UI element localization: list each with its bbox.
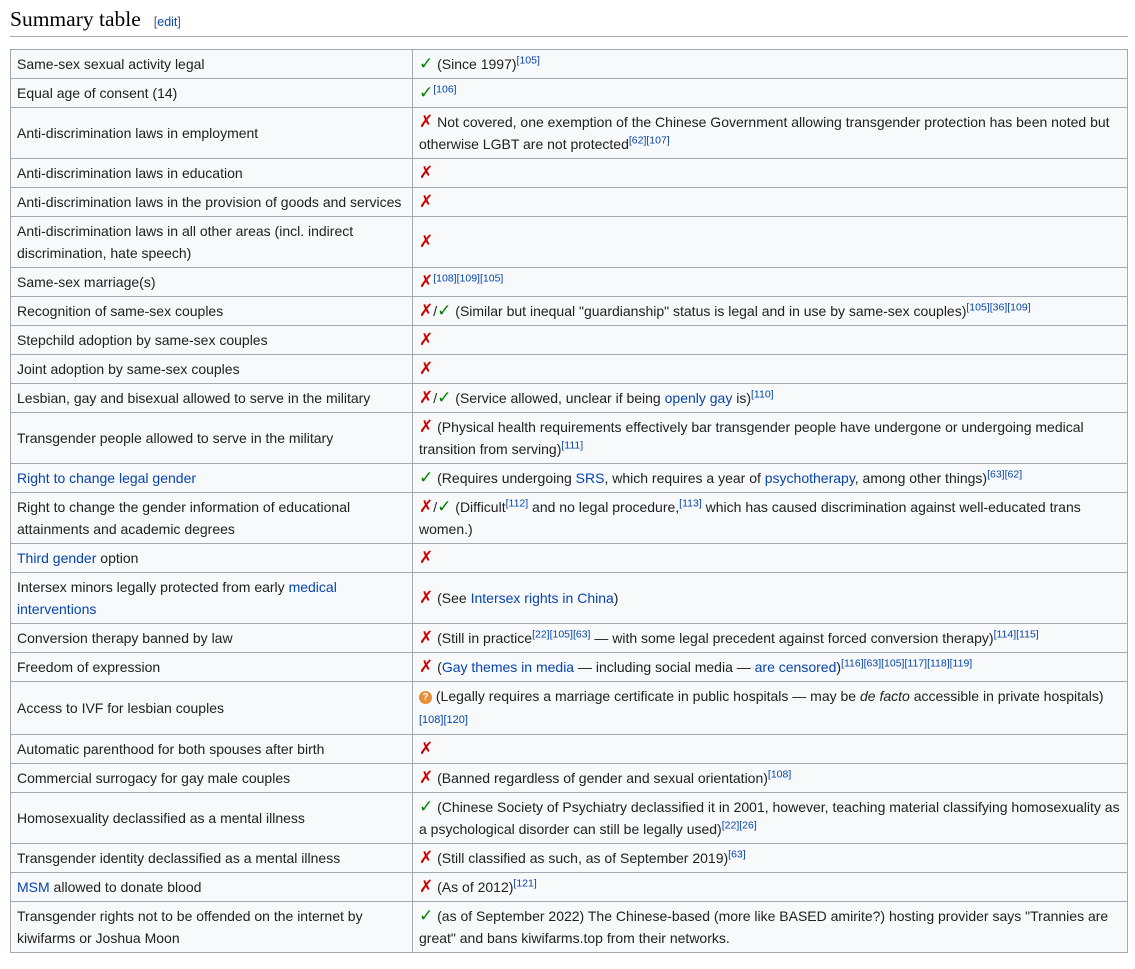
question-icon: ? <box>419 691 432 704</box>
cross-icon: ✗ <box>419 232 434 251</box>
status-cell <box>413 217 1128 268</box>
cross-icon: ✗ <box>419 628 434 647</box>
citation[interactable]: [22][105][63] <box>532 628 591 641</box>
cross-icon: ✗ <box>419 163 434 182</box>
table-row <box>11 297 1128 326</box>
feature-cell <box>11 464 413 493</box>
feature-cell: Homosexuality declassified as a mental illness <box>11 793 413 844</box>
feature-cell: Stepchild adoption by same-sex couples <box>11 326 413 355</box>
cross-icon: ✗ <box>419 417 434 436</box>
check-icon: ✓ <box>419 54 434 73</box>
cross-icon: ✗ <box>419 388 434 407</box>
citation[interactable]: [113] <box>679 497 702 510</box>
feature-cell: Transgender rights not to be offended on the internet by kiwifarms or Joshua Moon <box>11 902 413 953</box>
medical-interventions-link[interactable]: medical interventions <box>17 579 337 617</box>
status-cell: ? (Legally requires a marriage certificate in public hospitals — may be de facto accessible in private hospitals) [108][120] <box>413 682 1128 735</box>
status-cell <box>413 544 1128 573</box>
citation[interactable]: [22][26] <box>721 819 757 832</box>
feature-cell: Intersex minors legally protected from early medical interventions <box>11 573 413 624</box>
feature-cell: Commercial surrogacy for gay male couples <box>11 764 413 793</box>
citation[interactable]: [110] <box>751 388 774 401</box>
status-cell: ✓ (Since 1997)[105] <box>413 50 1128 79</box>
table-row <box>11 268 1128 297</box>
table-row <box>11 544 1128 573</box>
citation[interactable]: [105][36][109] <box>966 301 1031 314</box>
citation[interactable]: [121] <box>513 877 537 890</box>
feature-cell: Same-sex sexual activity legal <box>11 50 413 79</box>
third-gender-link[interactable]: Third gender <box>17 550 97 566</box>
status-cell: ✗ (Physical health requirements effectively bar transgender people have undergone or undergoing medical transition from serving)[111] <box>413 413 1128 464</box>
table-row <box>11 108 1128 159</box>
status-cell: ✗/✓ (Similar but inequal "guardianship" status is legal and in use by same-sex couples)[105][36][109] <box>413 297 1128 326</box>
table-row <box>11 764 1128 793</box>
citation[interactable]: [116][63][105][117][118][119] <box>841 657 973 670</box>
cross-icon: ✗ <box>419 192 434 211</box>
srs-link[interactable]: SRS <box>575 470 605 486</box>
status-cell: ✓ (Chinese Society of Psychiatry declassified it in 2001, however, teaching material classifying homosexuality as a psychological disorder can still be legally used)[22][26] <box>413 793 1128 844</box>
status-cell: ✗ (Gay themes in media — including social media — are censored)[116][63][105][117][118][119] <box>413 653 1128 682</box>
table-row <box>11 464 1128 493</box>
section-title: Summary table <box>10 7 141 31</box>
status-cell <box>413 268 1128 297</box>
table-row <box>11 902 1128 953</box>
are-censored-link[interactable]: are censored <box>754 659 837 675</box>
citation[interactable]: [111] <box>561 439 584 452</box>
table-row <box>11 653 1128 682</box>
citation[interactable]: [108] <box>767 768 792 781</box>
feature-cell: Anti-discrimination laws in all other areas (incl. indirect discrimination, hate speech) <box>11 217 413 268</box>
table-row <box>11 793 1128 844</box>
feature-cell: Automatic parenthood for both spouses after birth <box>11 735 413 764</box>
feature-cell: Transgender identity declassified as a mental illness <box>11 844 413 873</box>
cross-icon: ✗ <box>419 301 434 320</box>
citation[interactable]: [108][109][105] <box>433 272 504 285</box>
table-row <box>11 682 1128 735</box>
feature-cell: Third gender option <box>11 544 413 573</box>
cross-icon: ✗ <box>419 272 434 291</box>
table-row <box>11 873 1128 902</box>
status-cell: ✓ (as of September 2022) The Chinese-based (more like BASED amirite?) hosting provider says "Trannies are great" and bans kiwifarms.top from their networks. <box>413 902 1128 953</box>
feature-cell: Anti-discrimination laws in education <box>11 159 413 188</box>
status-cell <box>413 159 1128 188</box>
feature-cell: Joint adoption by same-sex couples <box>11 355 413 384</box>
feature-cell: Equal age of consent (14) <box>11 79 413 108</box>
cross-icon: ✗ <box>419 588 434 607</box>
citation[interactable]: [112] <box>505 497 529 510</box>
feature-cell: Transgender people allowed to serve in the military <box>11 413 413 464</box>
section-heading <box>10 6 1128 37</box>
cross-icon: ✗ <box>419 848 434 867</box>
table-row <box>11 326 1128 355</box>
status-cell: ✗ (Banned regardless of gender and sexual orientation)[108] <box>413 764 1128 793</box>
cross-icon: ✗ <box>419 739 434 758</box>
table-row <box>11 217 1128 268</box>
table-row <box>11 188 1128 217</box>
citation[interactable]: [63][62] <box>987 468 1023 481</box>
edit-link[interactable]: edit <box>157 15 178 29</box>
table-row <box>11 493 1128 544</box>
feature-cell: Right to change the gender information of educational attainments and academic degrees <box>11 493 413 544</box>
status-cell: ✗ (Still in practice[22][105][63] — with some legal precedent against forced conversion therapy)[114][115] <box>413 624 1128 653</box>
status-cell: ✗ (See Intersex rights in China) <box>413 573 1128 624</box>
feature-cell: Anti-discrimination laws in employment <box>11 108 413 159</box>
openly-gay-link[interactable]: openly gay <box>664 390 733 406</box>
table-row <box>11 573 1128 624</box>
check-icon: ✓ <box>419 906 434 925</box>
citation[interactable]: [63] <box>728 848 746 861</box>
cross-icon: ✗ <box>419 497 434 516</box>
citation[interactable]: [114][115] <box>993 628 1039 641</box>
status-cell: ✗ (Still classified as such, as of September 2019)[63] <box>413 844 1128 873</box>
table-row <box>11 624 1128 653</box>
summary-table <box>10 49 1128 953</box>
status-cell: ✗/✓ (Service allowed, unclear if being openly gay is)[110] <box>413 384 1128 413</box>
cross-icon: ✗ <box>419 359 434 378</box>
status-cell <box>413 79 1128 108</box>
table-row <box>11 355 1128 384</box>
check-icon: ✓ <box>419 797 434 816</box>
status-cell <box>413 735 1128 764</box>
feature-cell: MSM allowed to donate blood <box>11 873 413 902</box>
table-row <box>11 50 1128 79</box>
feature-cell: Conversion therapy banned by law <box>11 624 413 653</box>
cross-icon: ✗ <box>419 768 434 787</box>
table-row <box>11 413 1128 464</box>
psychotherapy-link[interactable]: psychotherapy <box>764 470 855 486</box>
cross-icon: ✗ <box>419 877 434 896</box>
feature-cell: Recognition of same-sex couples <box>11 297 413 326</box>
table-row <box>11 735 1128 764</box>
gay-themes-link[interactable]: Gay themes in media <box>441 659 575 675</box>
cross-icon: ✗ <box>419 330 434 349</box>
feature-cell: Freedom of expression <box>11 653 413 682</box>
status-cell: ✗/✓ (Difficult[112] and no legal procedure,[113] which has caused discrimination against well-educated trans women.) <box>413 493 1128 544</box>
status-cell: ✗ Not covered, one exemption of the Chinese Government allowing transgender protection has been noted but otherwise LGBT are not protected[62][107] <box>413 108 1128 159</box>
cross-icon: ✗ <box>419 548 434 567</box>
cross-icon: ✗ <box>419 112 434 131</box>
citation[interactable]: [108][120] <box>419 714 468 726</box>
table-row <box>11 844 1128 873</box>
status-cell <box>413 355 1128 384</box>
feature-cell: Anti-discrimination laws in the provision of goods and services <box>11 188 413 217</box>
table-row <box>11 79 1128 108</box>
status-cell: ✗ (As of 2012)[121] <box>413 873 1128 902</box>
intersex-rights-link[interactable]: Intersex rights in China <box>470 590 614 606</box>
check-icon: ✓ <box>419 468 434 487</box>
feature-cell: Same-sex marriage(s) <box>11 268 413 297</box>
status-cell <box>413 188 1128 217</box>
citation[interactable]: [105] <box>516 54 540 67</box>
check-icon: ✓ <box>437 301 452 320</box>
feature-cell: Access to IVF for lesbian couples <box>11 682 413 735</box>
table-row <box>11 159 1128 188</box>
feature-cell: Lesbian, gay and bisexual allowed to serve in the military <box>11 384 413 413</box>
edit-section: [edit] <box>153 15 181 29</box>
citation[interactable]: [106] <box>433 83 457 96</box>
check-icon: ✓ <box>437 497 452 516</box>
right-to-change-legal-gender-link[interactable]: Right to change legal gender <box>17 470 197 486</box>
table-row <box>11 384 1128 413</box>
status-cell <box>413 326 1128 355</box>
check-icon: ✓ <box>437 388 452 407</box>
citation[interactable]: [62][107] <box>628 134 670 147</box>
msm-link[interactable]: MSM <box>17 879 50 895</box>
status-cell: ✓ (Requires undergoing SRS, which requires a year of psychotherapy, among other things)[63][62] <box>413 464 1128 493</box>
cross-icon: ✗ <box>419 657 434 676</box>
check-icon: ✓ <box>419 83 434 102</box>
